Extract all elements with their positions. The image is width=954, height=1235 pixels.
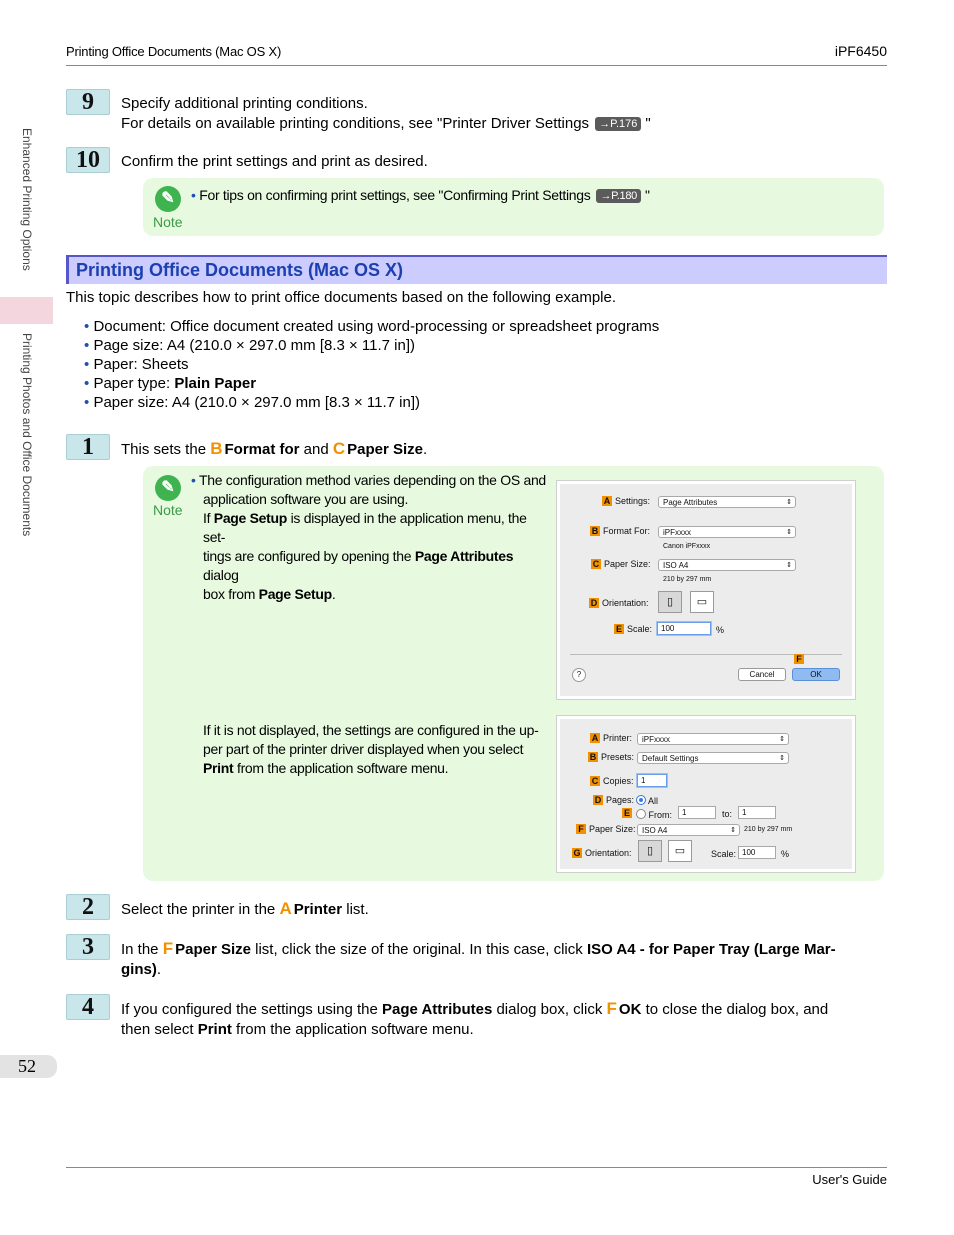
- marker-c: C: [591, 776, 599, 786]
- portrait-orientation-icon[interactable]: ▯: [658, 591, 682, 613]
- step-4-page-attributes: Page Attributes: [382, 1001, 493, 1018]
- list-item-text: Page size: A4 (210.0 × 297.0 mm [8.3 × 11.7 in]): [93, 337, 416, 354]
- step-4-line2: [121, 1020, 881, 1040]
- radio-selected-icon: [636, 795, 646, 805]
- note-2-line: [191, 471, 551, 490]
- step-9-line1: Specify additional printing conditions.: [121, 95, 368, 112]
- letter-f-marker: F: [606, 999, 617, 1018]
- step-3-option-end: gins): [121, 961, 157, 978]
- select-arrows-icon: ⇕: [779, 736, 785, 743]
- page-attributes-dialog: [557, 481, 855, 699]
- note-2-text-line: box from: [203, 586, 259, 602]
- note-2-line: per part of the printer driver displayed when you select: [203, 741, 524, 757]
- step-4-l2c: from the application software menu.: [231, 1021, 474, 1038]
- step-9-text: [121, 94, 651, 134]
- step-1-pre: This sets the: [121, 441, 207, 458]
- list-item-text: Paper type:: [93, 375, 175, 392]
- note-pencil-icon: ✎: [155, 475, 181, 501]
- list-item: [84, 393, 659, 412]
- note-2-line: [191, 547, 551, 585]
- paper-label-text: Paper Size:: [604, 559, 651, 569]
- list-item: [84, 374, 659, 393]
- step-3-mid: list, click the size of the original. In this case, click: [250, 941, 587, 958]
- note-2-text-line: If: [203, 510, 214, 526]
- format-for-subtext: Canon iPFxxxx: [663, 543, 711, 550]
- list-item: [84, 336, 659, 355]
- marker-d: D: [590, 598, 598, 608]
- print-dialog: [557, 716, 855, 872]
- note-2-bold: Page Attributes: [414, 548, 514, 564]
- marker-b: B: [589, 752, 597, 762]
- step-1-paper-size: Paper Size: [347, 441, 424, 458]
- marker-a: A: [591, 733, 599, 743]
- pages-label-text: Pages:: [606, 795, 635, 805]
- list-item: [84, 355, 659, 374]
- bullet-icon: •: [84, 337, 90, 354]
- format-value: iPFxxxx: [663, 528, 691, 537]
- step-1-end: .: [423, 441, 428, 458]
- format-for-select[interactable]: [658, 526, 796, 538]
- bullet-icon: •: [84, 318, 90, 335]
- step-4-ok: OK: [618, 1001, 642, 1018]
- marker-b: B: [591, 526, 599, 536]
- copies-label-text: Copies:: [603, 776, 634, 786]
- paper-value: ISO A4: [663, 561, 689, 570]
- side-tab-photos-office[interactable]: Printing Photos and Office Documents: [20, 333, 34, 537]
- pages-all-radio[interactable]: [636, 795, 658, 806]
- printer-select[interactable]: [637, 733, 789, 745]
- page-ref-link[interactable]: →P.176: [595, 117, 641, 131]
- landscape-orientation-icon[interactable]: ▭: [690, 591, 714, 613]
- note-2-line: If it is not displayed, the settings are configured in the up-: [203, 722, 539, 738]
- note-2-text-line: The configuration method varies depending on the OS and: [198, 472, 546, 488]
- step-4-mid: dialog box, click: [492, 1001, 603, 1018]
- step-3-end: .: [156, 961, 162, 978]
- scale-unit: %: [781, 849, 790, 859]
- orientation-label: [572, 848, 632, 858]
- presets-value: Default Settings: [642, 754, 699, 763]
- step-number-1: 1: [66, 434, 110, 460]
- step-4-print: Print: [197, 1021, 232, 1038]
- header-title: Printing Office Documents (Mac OS X): [66, 44, 282, 59]
- letter-f-marker: F: [162, 939, 174, 958]
- example-list: [84, 317, 659, 412]
- pages-from-radio[interactable]: [636, 809, 672, 820]
- section-intro: This topic describes how to print office documents based on the following example.: [66, 289, 617, 306]
- select-arrows-icon: ⇕: [786, 562, 792, 569]
- paper-size-label: [591, 559, 651, 569]
- step-1-and: and: [303, 441, 329, 458]
- printer-value: iPFxxxx: [642, 735, 670, 744]
- marker-f-badge: F: [794, 654, 804, 664]
- list-item-text: Paper size: A4 (210.0 × 297.0 mm [8.3 × 11.7 in]): [93, 394, 421, 411]
- step-4-pre: If you configured the settings using the: [121, 1001, 382, 1018]
- step-number-9: 9: [66, 89, 110, 115]
- from-label: From:: [648, 810, 673, 820]
- paper-size-subtext: 210 by 297 mm: [663, 576, 712, 583]
- footer-rule: [66, 1167, 887, 1168]
- marker-d: D: [594, 795, 602, 805]
- format-label-text: Format For:: [603, 526, 651, 536]
- marker-e: [622, 808, 635, 818]
- step-number-2: 2: [66, 894, 110, 920]
- note-2-text-line: .: [331, 586, 336, 602]
- step-number-10: 10: [66, 147, 110, 173]
- step-9-line2: [121, 114, 651, 134]
- paper-size-subtext: 210 by 297 mm: [744, 826, 793, 833]
- printer-label-text: Printer:: [603, 733, 633, 743]
- page-number: 52: [0, 1055, 57, 1078]
- paper-label-text: Paper Size:: [589, 824, 636, 834]
- step-3-text: [121, 939, 881, 980]
- select-arrows-icon: ⇕: [786, 529, 792, 536]
- to-label: to:: [722, 809, 733, 819]
- note-label: Note: [153, 502, 183, 518]
- step-3-line2: [121, 960, 881, 980]
- note-1-text: [191, 186, 650, 205]
- marker-a: A: [603, 496, 611, 506]
- note-2-text-line: from the application software menu.: [233, 760, 449, 776]
- letter-c-marker: C: [332, 439, 346, 458]
- printer-label: [590, 733, 632, 743]
- bullet-icon: •: [191, 472, 196, 488]
- to-input[interactable]: 1: [738, 806, 776, 819]
- scale-input[interactable]: 100: [657, 622, 711, 635]
- marker-e: E: [615, 624, 622, 634]
- step-4-text: [121, 999, 881, 1040]
- select-arrows-icon: ⇕: [779, 755, 785, 762]
- page-ref-link[interactable]: →P.180: [596, 189, 641, 203]
- presets-label-text: Presets:: [601, 752, 635, 762]
- step-4-post: to close the dialog box, and: [641, 1001, 829, 1018]
- step-3-pre: In the: [121, 941, 159, 958]
- note-2-line: [203, 759, 553, 778]
- bullet-icon: •: [84, 375, 90, 392]
- step-9-quote: ": [645, 115, 651, 132]
- step-2-post: list.: [342, 901, 369, 918]
- settings-label-text: Settings:: [615, 496, 651, 506]
- paper-size-label: [576, 824, 636, 834]
- step-9-line2-text: For details on available printing conditions, see "Printer Driver Settings: [121, 115, 590, 132]
- note-2-bold: Page Setup: [213, 510, 288, 526]
- header-model: iPF6450: [834, 43, 887, 59]
- step-10-text: Confirm the print settings and print as desired.: [121, 153, 428, 170]
- settings-select[interactable]: [658, 496, 796, 508]
- list-item-text: Document: Office document created using word-processing or spreadsheet programs: [93, 318, 660, 335]
- orientation-label-text: Orientation:: [602, 598, 649, 608]
- note-2-text-line: is displayed in the application menu, the set-: [203, 510, 527, 545]
- pages-label: [593, 795, 634, 805]
- marker-c: C: [592, 559, 600, 569]
- marker-e-badge: E: [623, 808, 630, 818]
- footer-text: User's Guide: [812, 1172, 887, 1187]
- step-1-text: [121, 439, 427, 460]
- side-tab-highlight: [0, 297, 53, 324]
- step-4-line1: [121, 999, 881, 1020]
- marker-f: [794, 654, 807, 664]
- paper-size-select[interactable]: [637, 824, 740, 836]
- radio-empty-icon: [636, 809, 646, 819]
- list-item-bold: Plain Paper: [174, 375, 257, 392]
- marker-f: F: [576, 824, 586, 834]
- bullet-icon: •: [191, 187, 196, 203]
- note-1-quote: ": [644, 187, 650, 203]
- paper-size-select[interactable]: [658, 559, 796, 571]
- note-2-line: [191, 509, 551, 547]
- step-2-text: [121, 899, 369, 920]
- portrait-orientation-icon[interactable]: ▯: [638, 840, 662, 862]
- bullet-icon: •: [84, 356, 90, 373]
- letter-b-marker: B: [210, 439, 223, 458]
- note-2-line: application software you are using.: [203, 491, 409, 507]
- presets-select[interactable]: [637, 752, 789, 764]
- presets-label: [588, 752, 634, 762]
- side-tab-enhanced-printing[interactable]: Enhanced Printing Options: [20, 128, 34, 271]
- help-icon[interactable]: ?: [572, 668, 586, 682]
- orientation-label-text: Orientation:: [585, 848, 632, 858]
- list-item: [84, 317, 659, 336]
- letter-a-marker: A: [279, 899, 292, 918]
- scale-label: Scale:: [711, 849, 737, 859]
- paper-value: ISO A4: [642, 826, 668, 835]
- step-number-3: 3: [66, 934, 110, 960]
- list-item-text: Paper: Sheets: [93, 356, 189, 373]
- step-2-printer: Printer: [293, 901, 343, 918]
- note-2-bold: Print: [203, 760, 234, 776]
- marker-g: G: [573, 848, 581, 858]
- select-arrows-icon: ⇕: [730, 827, 736, 834]
- header-rule: [66, 65, 887, 66]
- bullet-icon: •: [84, 394, 90, 411]
- note-2-line: [191, 585, 551, 604]
- scale-input[interactable]: 100: [738, 846, 776, 859]
- from-input[interactable]: 1: [678, 806, 716, 819]
- note-2-text-line: dialog: [203, 567, 239, 583]
- step-3-option: ISO A4 - for Paper Tray (Large Mar-: [586, 941, 836, 958]
- note-label: Note: [153, 214, 183, 230]
- step-number-4: 4: [66, 994, 110, 1020]
- step-1-format-for: Format for: [224, 441, 300, 458]
- settings-value: Page Attributes: [663, 498, 718, 507]
- landscape-orientation-icon[interactable]: ▭: [668, 840, 692, 862]
- cancel-button[interactable]: Cancel: [738, 668, 786, 681]
- note-pencil-icon: ✎: [155, 186, 181, 212]
- pages-all-label: All: [648, 796, 659, 806]
- step-3-paper-size: Paper Size: [175, 941, 251, 958]
- section-title: Printing Office Documents (Mac OS X): [76, 260, 404, 280]
- copies-label: [590, 776, 634, 786]
- note-2-para2: [203, 721, 553, 778]
- note-2-text-line: tings are configured by opening the: [203, 548, 415, 564]
- select-arrows-icon: ⇕: [786, 499, 792, 506]
- step-4-l2a: then select: [121, 1021, 198, 1038]
- step-3-line1: [121, 939, 881, 960]
- scale-unit: %: [716, 625, 725, 635]
- note-2-text: [191, 471, 551, 604]
- format-for-label: [590, 526, 650, 536]
- note-1-body: For tips on confirming print settings, see "Confirming Print Settings: [199, 187, 591, 203]
- copies-input[interactable]: 1: [637, 774, 667, 787]
- settings-label: [602, 496, 650, 506]
- step-2-pre: Select the printer in the: [121, 901, 276, 918]
- scale-label-text: Scale:: [627, 624, 653, 634]
- orientation-label: [589, 598, 649, 608]
- note-2-bold: Page Setup: [258, 586, 332, 602]
- scale-label: [614, 624, 652, 634]
- ok-button[interactable]: OK: [792, 668, 840, 681]
